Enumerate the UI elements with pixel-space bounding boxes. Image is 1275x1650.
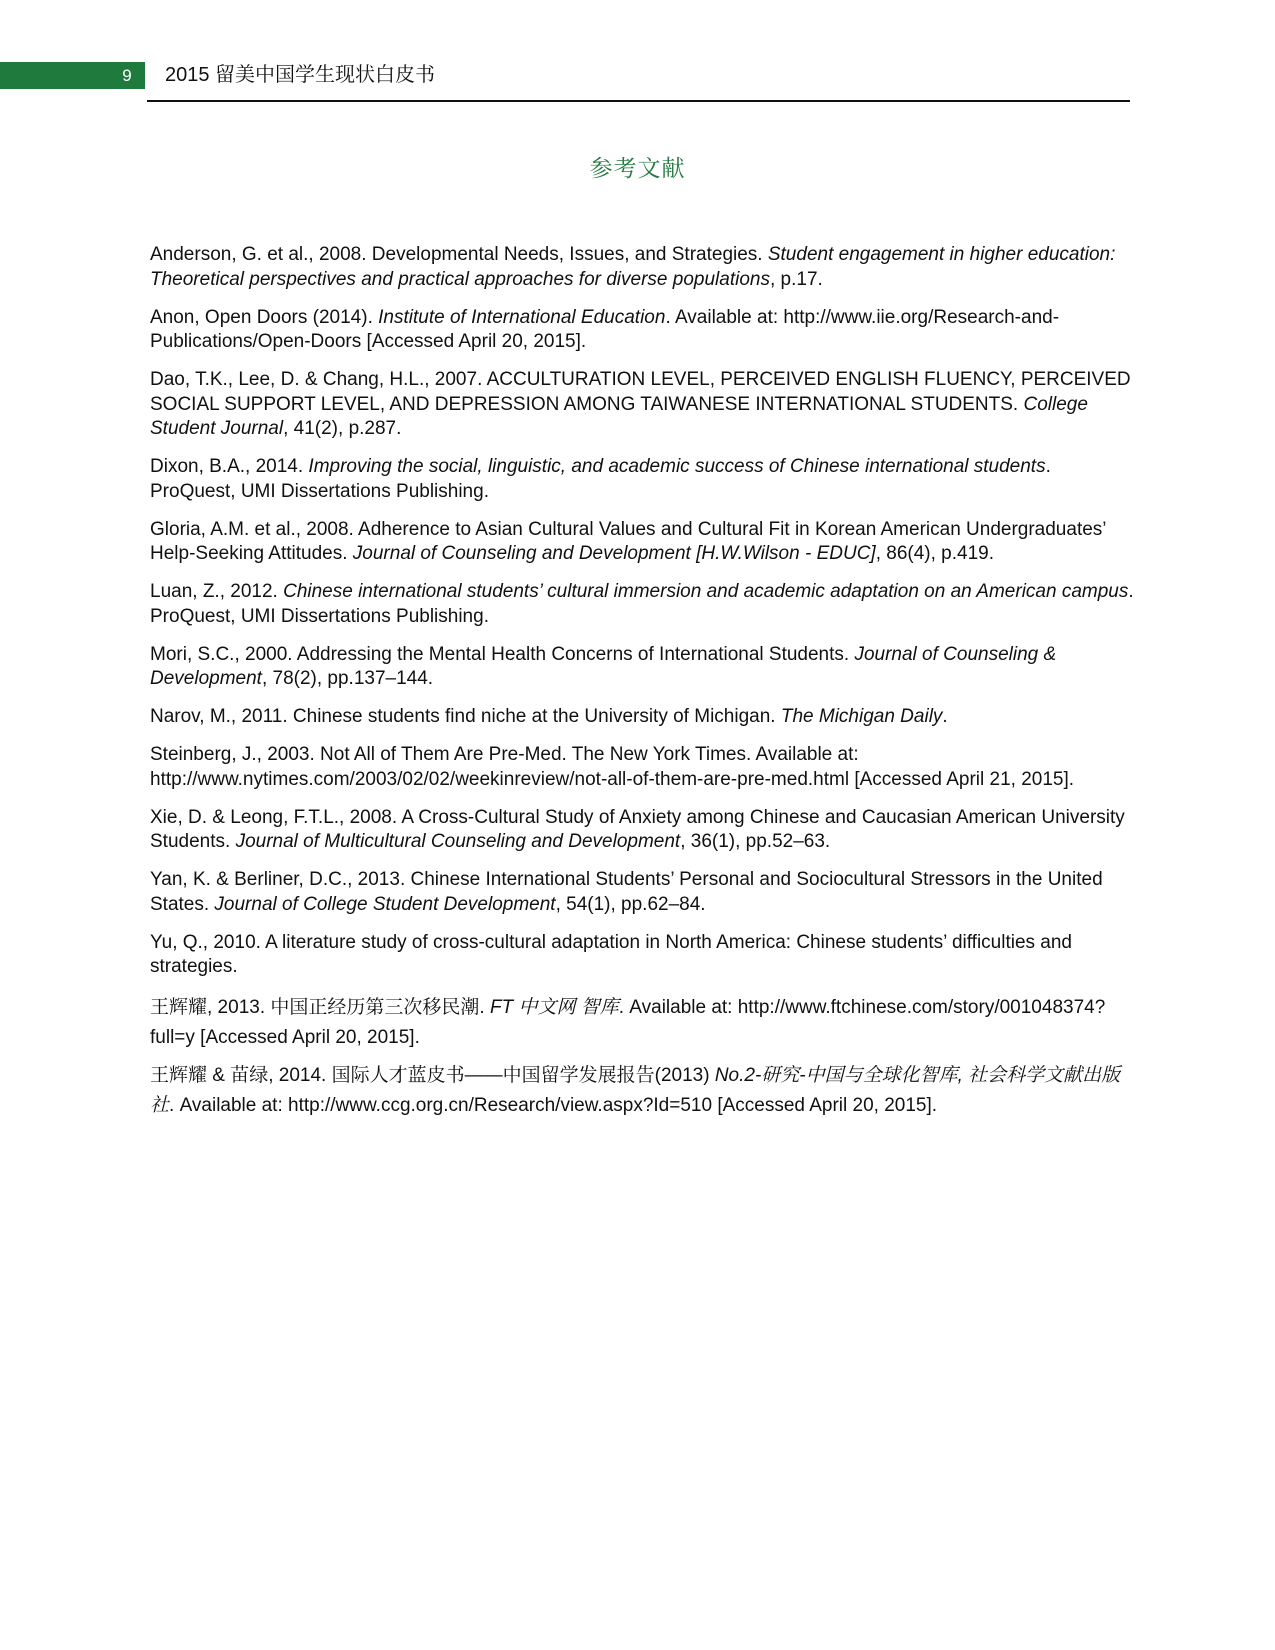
header-divider — [147, 100, 1130, 102]
reference-text: Dao, T.K., Lee, D. & Chang, H.L., 2007. ACCULTURATION LEVEL, PERCEIVED ENGLISH FLUENCY, PERCEIVED SOCIAL SUPPORT LEVEL, AND DEPRESSION AMONG TAIWANESE INTERNATIONAL STUDENTS. — [150, 369, 1131, 415]
reference-item — [150, 368, 1135, 442]
reference-item — [150, 705, 1135, 730]
reference-text: Dixon, B.A., 2014. — [150, 456, 309, 477]
reference-details: , 36(1), pp.52–63. — [680, 831, 831, 852]
reference-item — [150, 580, 1135, 629]
reference-source: Student engagement in higher education: Theoretical perspectives and practical approaches for diverse populations — [150, 244, 1116, 290]
reference-text: Mori, S.C., 2000. Addressing the Mental Health Concerns of International Students. — [150, 643, 855, 665]
reference-details: . ProQuest, UMI Dissertations Publishing. — [150, 581, 1134, 627]
reference-text: Narov, M., 2011. Chinese students find niche at the University of Michigan. — [150, 706, 781, 727]
reference-source: Improving the social, linguistic, and academic success of Chinese international students — [308, 456, 1046, 477]
reference-details: , 86(4), p.419. — [875, 543, 994, 564]
reference-item — [150, 993, 1135, 1052]
reference-item — [150, 931, 1135, 980]
reference-item — [150, 868, 1135, 917]
reference-item — [150, 306, 1135, 355]
reference-source: Chinese international students’ cultural immersion and academic adaptation on an American campus — [283, 581, 1129, 602]
reference-source: Journal of Counseling and Development [H.W.Wilson - EDUC] — [352, 543, 876, 564]
reference-item — [150, 743, 1135, 792]
reference-source: Journal of Counseling & Development — [150, 643, 1057, 689]
reference-details: . Available at: http://www.ccg.org.cn/Research/view.aspx?Id=510 [Accessed April 20, 2015]. — [169, 1094, 938, 1116]
reference-text: Steinberg, J., 2003. Not All of Them Are Pre-Med. The New York Times. Available at: http://www.nytimes.com/2003/02/02/weekinreview/not-all-of-them-are-pre-med.html [Accessed April 21, 2015]. — [150, 744, 1075, 790]
reference-details: , 54(1), pp.62–84. — [555, 893, 706, 915]
reference-text: Anon, Open Doors (2014). — [150, 306, 379, 328]
reference-text: 王辉耀 & 苗绿, 2014. 国际人才蓝皮书——中国留学发展报告(2013) — [150, 1065, 715, 1086]
reference-list — [150, 243, 1135, 1129]
reference-text: Gloria, A.M. et al., 2008. Adherence to Asian Cultural Values and Cultural Fit in Korean American Undergraduates’ Help-Seeking Attitudes. — [150, 518, 1106, 564]
reference-details: . Available at: http://www.ftchinese.com/story/001048374?full=y [Accessed April 20, 2015]. — [150, 997, 1106, 1048]
reference-item — [150, 518, 1135, 567]
reference-source: The Michigan Daily — [780, 706, 943, 727]
reference-source: FT 中文网 智库 — [489, 997, 619, 1018]
reference-text: Luan, Z., 2012. — [150, 581, 284, 602]
reference-details: . — [942, 706, 948, 727]
reference-item — [150, 643, 1135, 692]
reference-source: College Student Journal — [150, 393, 1088, 439]
reference-details: . Available at: http://www.iie.org/Research-and-Publications/Open-Doors [Accessed April 20, 2015]. — [150, 306, 1060, 352]
reference-text: 王辉耀, 2013. 中国正经历第三次移民潮. — [150, 997, 490, 1018]
reference-text: Yan, K. & Berliner, D.C., 2013. Chinese International Students’ Personal and Sociocultural Stressors in the United States. — [150, 869, 1103, 915]
reference-item — [150, 1061, 1135, 1120]
reference-text: Anderson, G. et al., 2008. Developmental Needs, Issues, and Strategies. — [150, 244, 768, 265]
reference-details: . ProQuest, UMI Dissertations Publishing. — [150, 456, 1051, 502]
reference-item — [150, 455, 1135, 504]
reference-item — [150, 806, 1135, 855]
reference-details: , p.17. — [769, 268, 823, 290]
reference-source: No.2-研究-中国与全球化智库, 社会科学文献出版社 — [150, 1065, 1121, 1116]
reference-item — [150, 243, 1135, 292]
reference-source: Institute of International Education — [378, 306, 666, 328]
reference-source: Journal of Multicultural Counseling and Development — [235, 831, 681, 852]
reference-source: Journal of College Student Development — [214, 893, 556, 915]
reference-text: Xie, D. & Leong, F.T.L., 2008. A Cross-Cultural Study of Anxiety among Chinese and Caucasian American University Students. — [150, 806, 1125, 852]
reference-details: , 41(2), p.287. — [283, 418, 402, 439]
reference-text: Yu, Q., 2010. A literature study of cross-cultural adaptation in North America: Chinese students’ difficulties and strategies. — [150, 931, 1073, 977]
section-title: 参考文献 — [589, 155, 686, 181]
reference-details: , 78(2), pp.137–144. — [261, 668, 434, 689]
document-title: 2015 留美中国学生现状白皮书 — [165, 64, 436, 86]
page-number: 9 — [122, 66, 132, 85]
